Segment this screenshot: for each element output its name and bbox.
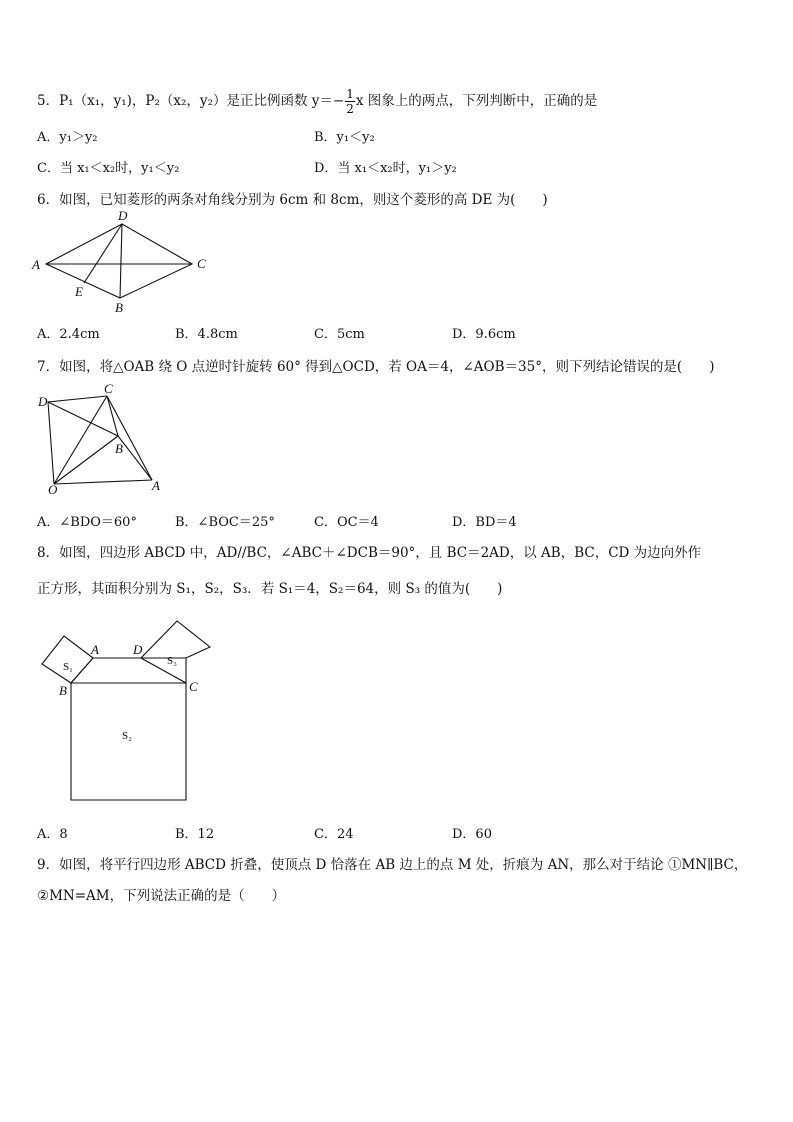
q5-frac-den: 2 (346, 102, 354, 116)
q8-label-s2: S₂ (122, 730, 132, 742)
q7-segment-oa (54, 480, 152, 484)
q8-label-c: C (189, 679, 198, 694)
q7-label-b: B (115, 441, 123, 456)
q8-squares-figure (36, 618, 220, 808)
q5-option-d: D．当 x₁＜x₂时，y₁＞y₂ (314, 161, 457, 176)
q7-label-d: D (38, 394, 48, 409)
q6-stem: 6．如图，已知菱形的两条对角线分别为 6cm 和 8cm，则这个菱形的高 DE 为( ) (37, 192, 548, 208)
q9-stem-line1: 9．如图，将平行四边形 ABCD 折叠，使顶点 D 恰落在 AB 边上的点 M 处，折痕为 AN，那么对于结论 ①MN∥BC， (37, 857, 748, 873)
q5-stem-pre: 5．P₁（x₁，y₁)，P₂（x₂，y₂）是正比例函数 y＝− (37, 93, 345, 109)
q6-label-c: C (197, 256, 206, 271)
q7-segment-ba (118, 436, 152, 480)
q7-option-b: B．∠BOC＝25° (175, 515, 275, 530)
q5-frac-num: 1 (346, 87, 354, 101)
q9-stem-line2: ②MN=AM，下列说法正确的是（ ） (37, 888, 286, 904)
q6-rhombus (46, 224, 192, 298)
q8-stem-line2: 正方形，其面积分别为 S₁，S₂，S₃．若 S₁＝4，S₂＝64，则 S₃ 的值为( ) (37, 581, 503, 597)
q5-fraction (345, 88, 355, 115)
q8-label-b: B (59, 683, 67, 698)
q8-square-s1 (42, 636, 93, 683)
q6-height-de (84, 224, 122, 283)
q6-option-c: C．5cm (314, 327, 365, 342)
q7-label-o: O (48, 482, 58, 496)
q5-option-b: B．y₁＜y₂ (314, 130, 375, 145)
q8-side-dc (141, 658, 186, 683)
q8-square-s3-outline (141, 621, 210, 658)
q6-option-d: D．9.6cm (452, 327, 516, 342)
q6-label-b: B (115, 300, 123, 315)
q5-option-a: A．y₁＞y₂ (37, 130, 98, 145)
q7-option-d: D．BD＝4 (452, 515, 517, 530)
q8-option-b: B．12 (175, 827, 215, 842)
q6-option-b: B．4.8cm (175, 327, 238, 342)
q6-label-a: A (32, 257, 40, 272)
q6-option-a: A．2.4cm (37, 327, 100, 342)
q7-segment-db (48, 402, 118, 436)
q5-stem-post: x 图象上的两点，下列判断中，正确的是 (355, 93, 598, 109)
q7-stem: 7．如图，将△OAB 绕 O 点逆时针旋转 60° 得到△OCD，若 OA＝4，∠AOB＝35°，则下列结论错误的是( ) (37, 359, 715, 375)
q7-rotation-figure (30, 380, 170, 496)
q6-diagonal-bd (120, 224, 122, 298)
q7-label-a: A (152, 478, 160, 493)
q6-label-e: E (75, 284, 83, 299)
q7-segment-ob (54, 436, 118, 484)
q7-triangle-ocd-edges (48, 396, 107, 484)
q7-option-a: A．∠BDO＝60° (37, 515, 137, 530)
q7-label-c: C (104, 381, 113, 396)
q8-option-a: A．8 (37, 827, 68, 842)
q8-stem-line1: 8．如图，四边形 ABCD 中，AD//BC，∠ABC＋∠DCB＝90°，且 BC＝2AD，以 AB，BC，CD 为边向外作 (37, 545, 702, 561)
q7-segment-ca (107, 396, 152, 480)
q5-stem (37, 88, 597, 115)
q8-option-c: C．24 (314, 827, 354, 842)
q6-rhombus-figure (30, 206, 220, 318)
q7-segment-cb (107, 396, 118, 436)
q7-option-c: C．OC＝4 (314, 515, 379, 530)
q8-label-s3: S₃ (167, 655, 177, 667)
q5-option-c: C．当 x₁＜x₂时，y₁＜y₂ (37, 161, 180, 176)
q8-label-d: D (133, 642, 143, 657)
q8-option-d: D．60 (452, 827, 492, 842)
q8-label-s1: S₁ (63, 661, 73, 673)
q6-label-d: D (118, 208, 128, 223)
q8-label-a: A (91, 642, 99, 657)
